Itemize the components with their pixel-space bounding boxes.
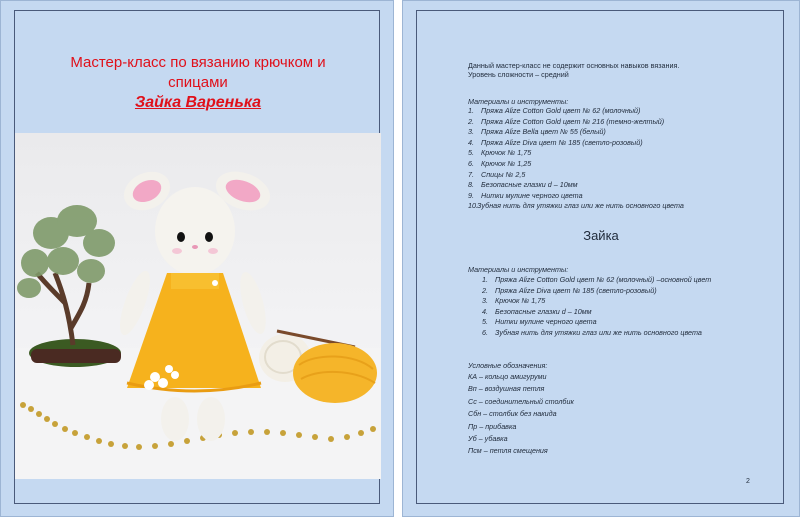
legend-item: Сбн – столбик без накида — [468, 409, 557, 419]
legend-item: Пр – прибавка — [468, 421, 517, 431]
legend-item: Псм – петля смещения — [468, 446, 548, 456]
content-page — [402, 0, 800, 517]
list-item: 1. Пряжа Alize Cotton Gold цвет № 62 (молочный) –основной цвет — [482, 275, 712, 284]
cover-title-line1: Мастер-класс по вязанию крючком и — [70, 54, 326, 71]
section-title: Зайка — [583, 228, 619, 243]
list-item: 9. Нитки мулине черного цвета — [468, 190, 583, 200]
list-item: 6. Зубная нить для утяжки глаз или же нить основного цвета — [482, 327, 702, 337]
legend-list — [468, 371, 574, 458]
cover-title-line2: спицами — [168, 74, 228, 91]
list-item: 2. Пряжа Alize Diva цвет № 185 (светло-розовый) — [482, 285, 657, 295]
bunny-photo — [15, 133, 381, 479]
list-item: 8. Безопасные глазки d – 10мм — [468, 180, 578, 190]
list-item: 2. Пряжа Alize Cotton Gold цвет № 216 (темно-желтый) — [468, 116, 665, 126]
materials-list-2 — [482, 275, 711, 339]
cover-page — [0, 0, 394, 517]
list-item: 3. Пряжа Alize Bella цвет № 55 (белый) — [468, 127, 606, 137]
list-item: 3. Крючок № 1,75 — [482, 296, 546, 306]
intro-line2: Уровень сложности – средний — [468, 70, 569, 79]
bunny-photo-illustration — [15, 133, 381, 479]
list-item: 1. Пряжа Alize Cotton Gold цвет № 62 (молочный) — [468, 106, 641, 115]
cover-title — [1, 53, 395, 93]
materials-heading-2: Материалы и инструменты: — [468, 265, 569, 274]
legend-item: КА – кольцо амигуруми — [468, 372, 547, 381]
legend-item: Сс – соединительный столбик — [468, 396, 574, 406]
materials-list — [468, 106, 684, 212]
list-item: 7. Спицы № 2,5 — [468, 169, 526, 179]
list-item: 6. Крючок № 1,25 — [468, 158, 532, 168]
list-item: 10.Зубная нить для утяжки глаз или же нить основного цвета — [468, 201, 684, 211]
materials-heading: Материалы и инструменты: — [468, 97, 569, 106]
list-item: 4. Пряжа Alize Diva цвет № 185 (светло-розовый) — [468, 137, 643, 147]
list-item: 5. Крючок № 1,75 — [468, 148, 532, 158]
legend-item: Вп – воздушная петля — [468, 384, 545, 394]
list-item: 4. Безопасные глазки d – 10мм — [482, 306, 592, 316]
cover-subtitle: Зайка Варенька — [134, 94, 262, 111]
page-number: 2 — [746, 478, 750, 485]
legend-heading: Условные обозначения: — [468, 361, 548, 370]
list-item: 5. Нитки мулине черного цвета — [482, 317, 597, 327]
intro-line1: Данный мастер-класс не содержит основных навыков вязания. — [468, 61, 680, 70]
legend-item: Уб – убавка — [468, 434, 508, 444]
